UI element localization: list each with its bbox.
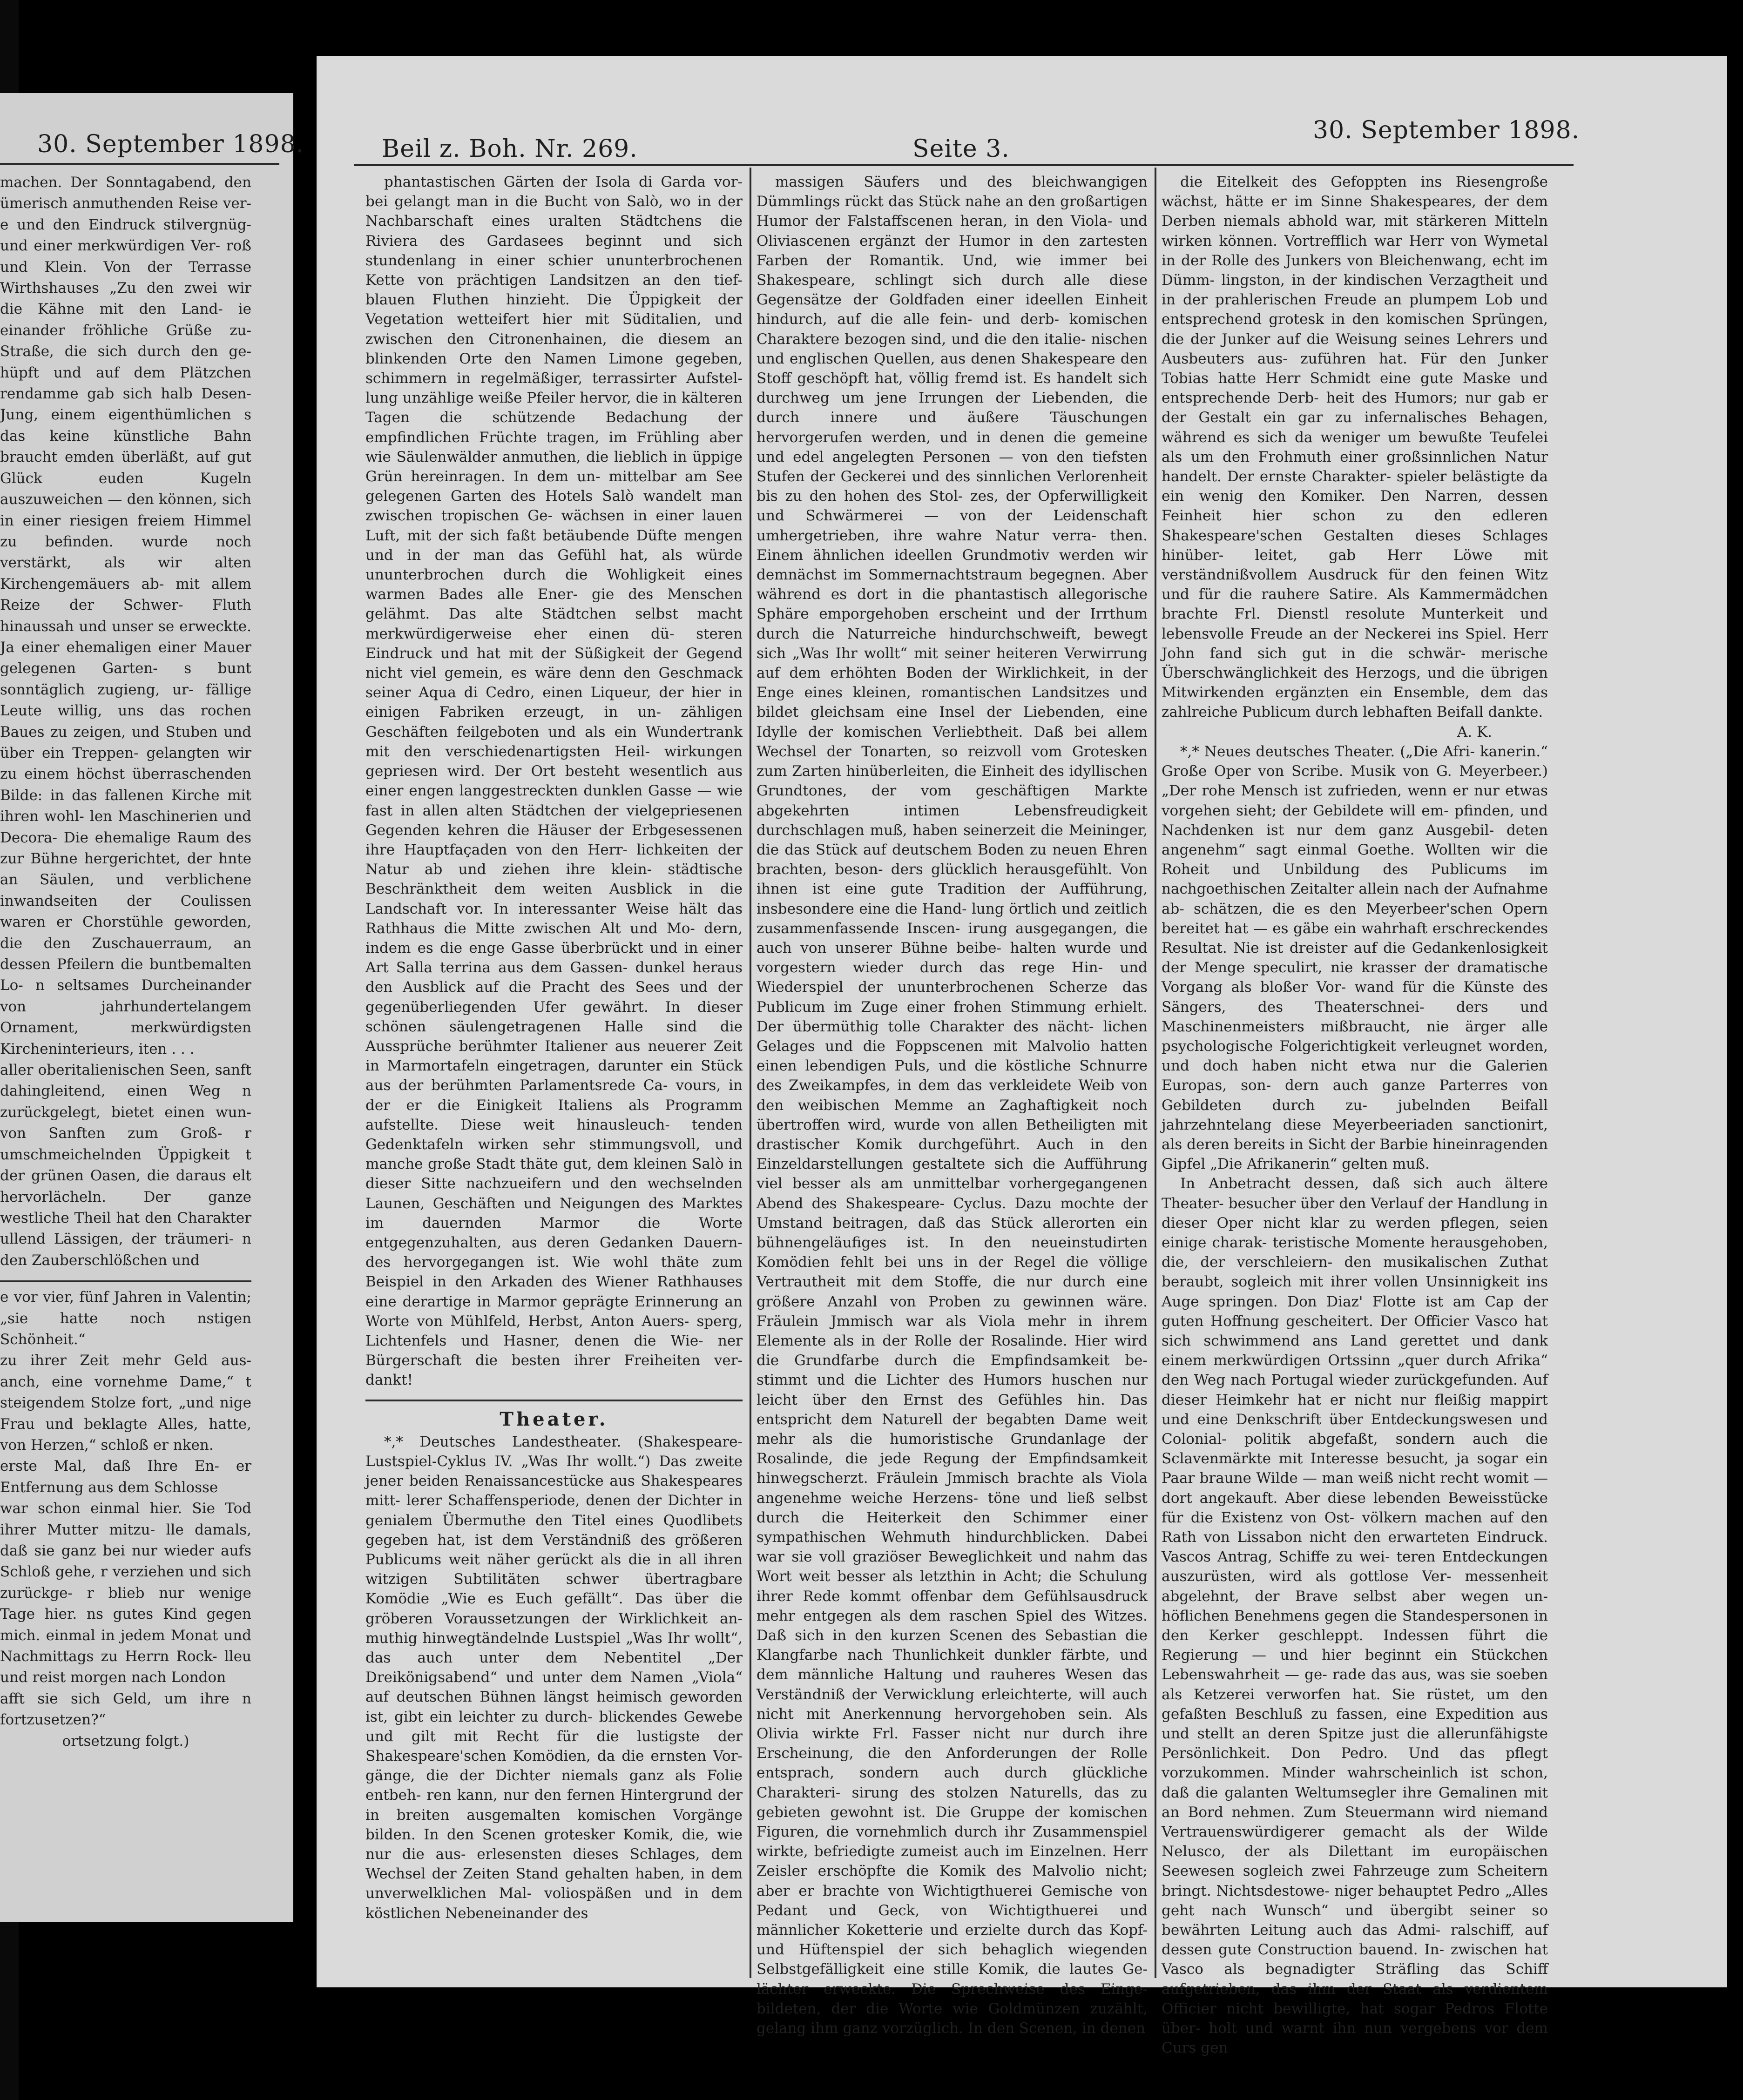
left-page-date: 30. September 1898.: [37, 130, 304, 158]
left-page: [0, 93, 304, 1922]
header-rule: [0, 163, 279, 165]
column-divider: [750, 168, 751, 1978]
column-2: [757, 172, 1148, 2037]
page-date: 30. September 1898.: [1313, 116, 1580, 144]
column-rule: [0, 1280, 251, 1282]
supplement-label: Beil z. Boh. Nr. 269.: [382, 135, 638, 163]
column-1: [365, 172, 743, 1978]
theatre-review: *,* Deutsches Landestheater. (Shakespeare- Lustspiel-Cyklus IV. „Was Ihr wollt.“) Das zweite jener beiden Renaissancestücke aus Shakespeares mitt- lerer Schaffensperiode, denen der Dichter in genialem Übermuthe den Titel eines Quodlibets gegeben hat, ist dem Verständniß des größeren Publicums weit näher gerückt als die in all ihren witzigen Subtilitäten schwer übertragbare Komödie „Wie es Euch gefällt“. Das über die gröberen Voraussetzungen der Wirklichkeit an- muthig hinwegtändelnde Lustspiel „Was Ihr wollt“, das auch unter dem Nebentitel „Der Dreikönigsabend“ und unter dem Namen „Viola“ auf deutschen Bühnen längst heimisch geworden ist, gibt ein leichter zu durch- blickendes Gewebe und gilt mit Recht für die lustigste der Shakespeare'schen Komödien, da die ernsten Vor- gänge, die der Dichter niemals ganz als Folie entbeh- ren kann, nur den fernen Hintergrund der in breiten ausgemalten komischen Vorgänge bilden. In den Scenen grotesker Komik, die, wie nur die aus- erlesensten dieses Schlages, dem Wechsel der Zeiten Stand gehalten haben, in dem unverwelklichen Mal- voliospäßen und in dem köstlichen Nebeneinander des: [365, 1433, 743, 1922]
theatre-review-continued: die Eitelkeit des Gefoppten ins Riesengroße wächst, hätte er im Sinne Shakespeares, der dem Derben niemals abhold war, mit stärkeren Mitteln wirken können. Vortrefflich war Herr von Wymetal in der Rolle des Junkers von Bleichenwang, echt im Dümm- lingston, in der kindischen Verzagtheit und in der prahlerischen Freude an plumpem Lob und entsprechend grotesk in den komischen Sprüngen, die der Junker auf die Weisung seines Lehrers und Ausbeuters aus- zuführen hat. Für den Junker Tobias hatte Herr Schmidt eine gute Maske und entsprechende Derb- heit des Humors; nur gab er der Gestalt ein gar zu infernalisches Behagen, während es sich da weniger um bewußte Teufelei als um den Frohmuth einer großsinnlichen Natur handelt. Der ernste Charakter- spieler belästigte da ein wenig den Komiker. Den Narren, dessen Feinheit hier schon zu den edleren Shakespeare'schen Gestalten dieses Schlages hinüber- leitet, gab Herr Löwe mit verständnißvollem Ausdruck für den feinen Witz und für die rauhere Satire. Als Kammermädchen brachte Frl. Dienstl resolute Munterkeit und lebensvolle Freude an der Neckerei ins Spiel. Herr John fand sich gut in die schwär- merische Überschwänglichkeit des Herzogs, und die übrigen Mitwirkenden ergänzten ein Ensemble, dem das zahlreiche Publicum durch lebhaften Beifall dankte.: [1162, 174, 1548, 721]
right-page: [317, 56, 1727, 2057]
opera-review: In Anbetracht dessen, daß sich auch ältere Theater- besucher über den Verlauf der Handlung in dieser Oper nicht klar zu werden pflegen, seien einige charak- teristische Momente herausgehoben, die, der verschleiern- den musikalischen Zuthat beraubt, sogleich mit ihrer vollen Unsinnigkeit ins Auge springen. Don Diaz' Flotte ist am Cap der guten Hoffnung gescheitert. Der Officier Vasco hat sich schwimmend ans Land gerettet und dank einem merkwürdigen Ortssinn „quer durch Afrika“ den Weg nach Portugal wieder zurückgefunden. Auf dieser Heimkehr hat er nicht nur fleißig mappirt und eine Denkschrift über Entdeckungswesen und Colonial- politik abgefaßt, sondern auch die Sclavenmärkte mit Interesse besucht, ja sogar ein Paar braune Wilde — man weiß nicht recht womit — dort angekauft. Aber diese lebenden Beweisstücke für die Existenz von Ost- völkern machen auf den Rath von Lissabon nicht den erwarteten Eindruck. Vascos Antrag, Schiffe zu wei- teren Entdeckungen auszurüsten, wird als gottlose Ver- messenheit abgelehnt, der Brave selbst aber wegen un- höflichen Benehmens gegen die Standespersonen in den Kerker geschleppt. Indessen führt die Regierung — und hier beginnt ein Stückchen Lebenswahrheit — ge- rade das aus, was sie soeben als Ketzerei verworfen hat. Sie rüstet, um den gefaßten Beschluß zu fassen, eine Expedition aus und stellt an deren Spitze just die allerunfähigste Persönlichkeit. Don Pedro. Und das pflegt vorzukommen. Minder wahrscheinlich ist schon, daß die galanten Weltumsegler ihre Gemalinen mit an Bord nehmen. Zum Steuermann wird niemand Vertrauenswürdigerer gemacht als der Wilde Nelusco, der als Dilettant im europäischen Seewesen sogleich zwei Fahrzeuge zum Scheitern bringt. Nichtsdestowe- niger behauptet Pedro „Alles geht nach Wunsch“ und übergibt seiner so bewährten Leitung auch das Admi- ralschiff, auf dessen gute Construction bauend. In- zwischen hat Vasco als begnadigter Sträfling das Schiff aufgetrieben, das ihm der Staat als verdientem Officier nicht bewilligte, hat sogar Pedros Flotte über- holt und warnt ihn nun vergebens vor dem Curs gen: [1162, 1175, 1548, 2057]
paragraph: erste Mal, daß Ihre En- er Entfernung aus dem Schlosse: [0, 1458, 251, 1496]
paragraph: war schon einmal hier. Sie Tod ihrer Mutter mitzu- lle damals, daß sie ganz bei nur wieder aufs Schloß gehe, r verziehen und sich zurückge- r blieb nur wenige Tage hier. ns gutes Kind gegen mich. einmal in jedem Monat und Nachmittags zu Herrn Rock- lleu und reist morgen nach London: [0, 1500, 251, 1686]
column-3: [1162, 172, 1548, 2057]
review-signature: A. K.: [1457, 723, 1492, 740]
theatre-review-continued: massigen Säufers und des bleichwangigen Dümmlings rückt das Stück nahe an den großartigen Humor der Falstaffscenen heran, in den Viola- und Oliviascenen ergänzt der Humor in den zartesten Farben der Romantik. Und, wie immer bei Shakespeare, schlingt sich durch alle diese Gegensätze der Goldfaden einer ideellen Einheit hindurch, auf die alle fein- und derb- komischen Charaktere bezogen sind, und die den italie- nischen und englischen Quellen, aus denen Shakespeare den Stoff geschöpft hat, völlig fremd ist. Es handelt sich durchweg um jene Irrungen der Liebenden, die durch innere und äußere Täuschungen hervorgerufen werden, und in denen die gemeine und edel angelegten Personen — von den tiefsten Stufen der Geckerei und des sinnlichen Verlorenheit bis zu den hohen des Stol- zes, der Opferwilligkeit und Schwärmerei — von der Leidenschaft umhergetrieben, ihre wahre Natur verra- then. Einem ähnlichen ideellen Grundmotiv werden wir demnächst im Sommernachtstraum begegnen. Aber während es dort in die phantastisch allegorische Sphäre emporgehoben erscheint und der Irrthum durch die Naturreiche hindurchschweift, bewegt sich „Was Ihr wollt“ mit seiner heiteren Verwirrung auf dem erhöhten Boden der Wirklichkeit, in der Enge eines kleinen, romantischen Landsitzes und bildet gleichsam eine Insel der Liebenden, eine Idylle der komischen Verliebtheit. Daß bei allem Wechsel der Tonarten, so reizvoll vom Grotesken zum Zarten hinüberleiten, die Einheit des idyllischen Grundtones, der vom geschäftigen Markte abgekehrten intimen Lebensfreudigkeit durchschlagen muß, haben seinerzeit die Meininger, die das Stück auf deutschem Boden zu neuen Ehren brachten, beson- ders glücklich herausgefühlt. Von ihnen ist eine gute Tradition der Aufführung, insbesondere eine die Hand- lung örtlich und zeitlich zusammenfassende Inscen- irung ausgegangen, die auch von unserer Bühne beibe- halten wurde und vorgestern wieder durch das rege Hin- und Wiederspiel der ununterbrochenen Scherze das Publicum im Zuge einer frohen Stimmung erhielt. Der übermüthig tolle Charakter des nächt- lichen Gelages und die Foppscenen mit Malvolio hatten einen lebendigen Puls, und die köstliche Schnurre des Zweikampfes, in dem das verkleidete Weib von den weibischen Memme an Zaghaftigkeit noch übertroffen wird, wurde von allen Betheiligten mit drastischer Komik durchgeführt. Auch in den Einzeldarstellungen gestaltete sich die Aufführung viel besser als am unmittelbar vorhergegangenen Abend des Shakespeare- Cyclus. Dazu mochte der Umstand beitragen, daß das Stück allerorten ein bühnengeläufiges ist. In den neueinstudirten Komödien fehlt bei uns in der Regel die völlige Vertrautheit mit dem Stoffe, die nur durch eine größere Anzahl von Proben zu gewinnen wäre. Fräulein Jmmisch war als Viola mehr in ihrem Elemente als in der Rolle der Rosalinde. Hier wird die Grundfarbe durch die Empfindsamkeit be- stimmt und die Lichter des Humors huschen nur leicht über den Ernst des Gefühles hin. Das entspricht dem Naturell der begabten Dame weit mehr als die humoristische Grundanlage der Rosalinde, die jede Regung der Empfindsamkeit hinwegscherzt. Fräulein Jmmisch brachte als Viola angenehme weiche Herzens- töne und ließ selbst durch die Heiterkeit den Schimmer einer sympathischen Wehmuth hindurchblicken. Dabei war sie voll graziöser Beweglichkeit und nahm das Wort weit besser als letzthin in Acht; die Schulung ihrer Rede kommt offenbar dem Gefühlsausdruck mehr entgegen als dem raschen Spiel des Witzes. Daß sich in den kurzen Scenen des Sebastian die Klangfarbe nach Thunlichkeit dunkler färbte, und dem männliche Haltung und rauheres Wesen das Verständniß der Verwicklung erleichterte, will auch nicht mit Anerkennung hervorgehoben sein. Als Olivia wirkte Frl. Fasser nicht nur durch ihre Erscheinung, die den Anforderungen der Rolle entsprach, sondern auch durch glückliche Charakteri- sirung des stolzen Naturells, das zu gebieten gewohnt ist. Die Gruppe der komischen Figuren, die vornehmlich durch ihr Zusammenspiel wirkte, befriedigte zumeist auch im Einzelnen. Herr Zeisler erschöpfte die Komik des Malvolio nicht; aber er brachte von Wichtigthuerei Gemische von Pedant und Geck, von Wichtigthuerei und männlicher Koketterie und erzielte durch das Kopf- und Hüftenspiel der sich behaglich wiegenden Selbstgefälligkeit eine stille Komik, die lautes Ge- lächter erweckte. Die Sprechweise des Einge- bildeten, der die Worte wie Goldmünzen zuzählt, gelang ihm ganz vorzüglich. In den Scenen, in denen: [757, 174, 1148, 2037]
section-title-theater: Theater.: [500, 1408, 608, 1430]
column-divider: [1155, 168, 1156, 1978]
paragraph: afft sie sich Geld, um ihre n fortzusetzen?“: [0, 1690, 251, 1729]
opera-review: *,* Neues deutsches Theater. („Die Afri- kanerin.“ Große Oper von Scribe. Musik von G. Meyerbeer.) „Der rohe Mensch ist zufrieden, wenn er nur etwas vorgehen sieht; der Gebildete will em- pfinden, und Nachdenken ist nur dem ganz Ausgebil- deten angenehm“ sagt einmal Goethe. Wollten wir die Roheit und Unbildung des Publicums im nachgoethischen Zeitalter allein nach der Aufnahme ab- schätzen, die es den Meyerbeer'schen Opern bereitet hat — es gäbe ein wahrhaft erschreckendes Resultat. Nie ist dreister auf die Gedankenlosigkeit der Menge speculirt, nie krasser der dramatische Vorgang als bloßer Vor- wand für die Künste des Sängers, des Theaterschnei- ders und Maschinenmeisters mißbraucht, nie ärger alle psychologische Folgerichtigkeit verleugnet worden, und doch haben nicht etwa nur die Galerien Europas, son- dern auch ganze Parterres von Gebildeten durch zu- jubelnden Beifall jahrzehntelang diese Meyerbeeriaden sanctionirt, als deren bereits in Sicht der Barbie hineinragenden Gipfel „Die Afrikanerin“ gelten muß.: [1162, 743, 1548, 1173]
paragraph: zu ihrer Zeit mehr Geld aus- anch, eine vornehme Dame,“ t steigendem Stolze fort, „und nige Frau und beklagte Alles, hatte, von Herzen,“ schloß er nken.: [0, 1352, 251, 1454]
paragraph: aller oberitalienischen Seen, sanft dahingleitend, einen Weg n zurückgelegt, bietet einen wun- von Sanften zum Groß- r umschmeichelnden Üppigkeit t der grünen Oasen, die daraus elt hervorlächeln. Der ganze westliche Theil hat den Charakter ullend Lässigen, der träumeri- n den Zauberschlößchen und: [0, 1062, 251, 1269]
header-rule: [354, 164, 1574, 166]
paragraph: machen. Der Sonntagabend, den ümerisch anmuthenden Reise ver- e und den Eindruck stilvergnüg- und einer merkwürdigen Ver- roß und Klein. Von der Terrasse Wirthshauses „Zu den zwei wir die Kähne mit den Land- ie einander fröhliche Grüße zu- Straße, die sich durch den ge- hüpft und auf dem Plätzchen rendamme gab sich halb Desen- Jung, einem eigenthümlichen s das keine künstliche Bahn braucht emden überläßt, auf gut Glück euden Kugeln auszuweichen — den können, sich in einer riesigen freiem Himmel zu befinden. wurde noch verstärkt, als wir alten Kirchengemäuers ab- mit allem Reize der Schwer- Fluth hinaussah und unser se erweckte. Ja einer ehemaligen einer Mauer gelegenen Garten- s bunt sonntäglich zugieng, ur- fällige Leute willig, uns das rochen Baues zu zeigen, und Stuben und über ein Treppen- gelangten wir zu einem höchst überraschenden Bilde: in das fallenen Kirche mit ihren wohl- len Maschinerien und Decora- Die ehemalige Raum des zur Bühne hergerichtet, der hnte an Säulen, und verblichene inwandseiten der Coulissen waren er Chorstühle geworden, die den Zuschauerraum, an dessen Pfeilern die buntbemalten Lo- n seltsames Durcheinander von jahrhundertelangem Ornament, merkwürdigsten Kircheninterieurs, iten . . .: [0, 174, 251, 1057]
continuation-note: ortsetzung folgt.): [62, 1732, 189, 1750]
paragraph: e vor vier, fünf Jahren in Valentin; „sie hatte noch nstigen Schönheit.“: [0, 1289, 251, 1348]
section-rule: [365, 1400, 743, 1401]
page-number: Seite 3.: [912, 135, 1010, 163]
left-page-column: [0, 172, 251, 1922]
feuilleton-paragraph: phantastischen Gärten der Isola di Garda vor- bei gelangt man in die Bucht von Salò, wo in der Nachbarschaft eines uralten Städtchens die Riviera des Gardasees beginnt und sich stundenlang in einer schier ununterbrochenen Kette von prächtigen Landsitzen an den tief- blauen Fluthen hinzieht. Die Üppigkeit der Vegetation wetteifert hier mit Süditalien, und zwischen den Citronenhainen, die diesem an blinkenden Orte den Namen Limone gegeben, schimmern in regelmäßiger, terrassirter Aufstel- lung unzählige weiße Pfeiler hervor, die in kälteren Tagen die schützende Bedachung der empfindlichen Früchte tragen, im Frühling aber wie Säulenwälder anmuthen, die lieblich in üppige Grün hereinragen. In dem un- mittelbar am See gelegenen Garten des Hotels Salò wandelt man zwischen tropischen Ge- wächsen in einer lauen Luft, mit der sich faßt betäubende Düfte mengen und in der man das Gefühl hat, als würde ununterbrochen durch die Wohligkeit eines warmen Bades alle Ener- gie des Menschen gelähmt. Das alte Städtchen selbst macht merkwürdigerweise eher einen dü- steren Eindruck und hat mit der Süßigkeit der Gegend nicht viel gemein, es wäre denn den Geschmack seiner Aqua di Cedro, einen Liqueur, der hier in einigen Fabriken erzeugt, in un- zähligen Geschäften feilgeboten und als ein Wundertrank mit den verschiedenartigsten Heil- wirkungen gepriesen wird. Der Ort besteht wesentlich aus einer engen langgestreckten dunklen Gasse — wie fast in allen alten Städtchen der vielgepriesenen Gegenden kehren die Häuser der Erbgesessenen ihre Hauptfaçaden von den Herr- lichkeiten der Natur ab und ziehen ihre klein- städtische Beschränktheit dem weiten Ausblick in die Landschaft vor. In interessanter Weise hält das Rathhaus die Mitte zwischen Alt und Mo- dern, indem es die enge Gasse überbrückt und in einer Art Salla terrina aus dem Gassen- dunkel heraus den Ausblick auf die Pracht des Sees und der gegenüberliegenden Ufer gewährt. In dieser schönen säulengetragenen Halle sind die Aussprüche berühmter Italiener aus neuerer Zeit in Marmortafeln eingetragen, darunter ein Stück aus der berühmten Parlamentsrede Ca- vours, in der er die Einigkeit Italiens als Programm aufstellte. Diese weit hinausleuch- tenden Gedenktafeln wirken sehr stimmungsvoll, und manche große Stadt thäte gut, dem kleinen Salò in dieser Sitte nachzueifern und den wechselnden Launen, Geschäften und Neigungen des Marktes im dauernden Marmor die Worte entgegenzuhalten, aus deren Gedanken Dauern- des hervorgegangen ist. Wie wohl thäte zum Beispiel in den Arkaden des Wiener Rathhauses eine derartige in Marmor geprägte Erinnerung an Worte von Mühlfeld, Herbst, Anton Auers- sperg, Lichtenfels und Hasner, denen die Wie- ner Bürgerschaft die besten ihrer Freiheiten ver- dankt!: [365, 174, 743, 1389]
